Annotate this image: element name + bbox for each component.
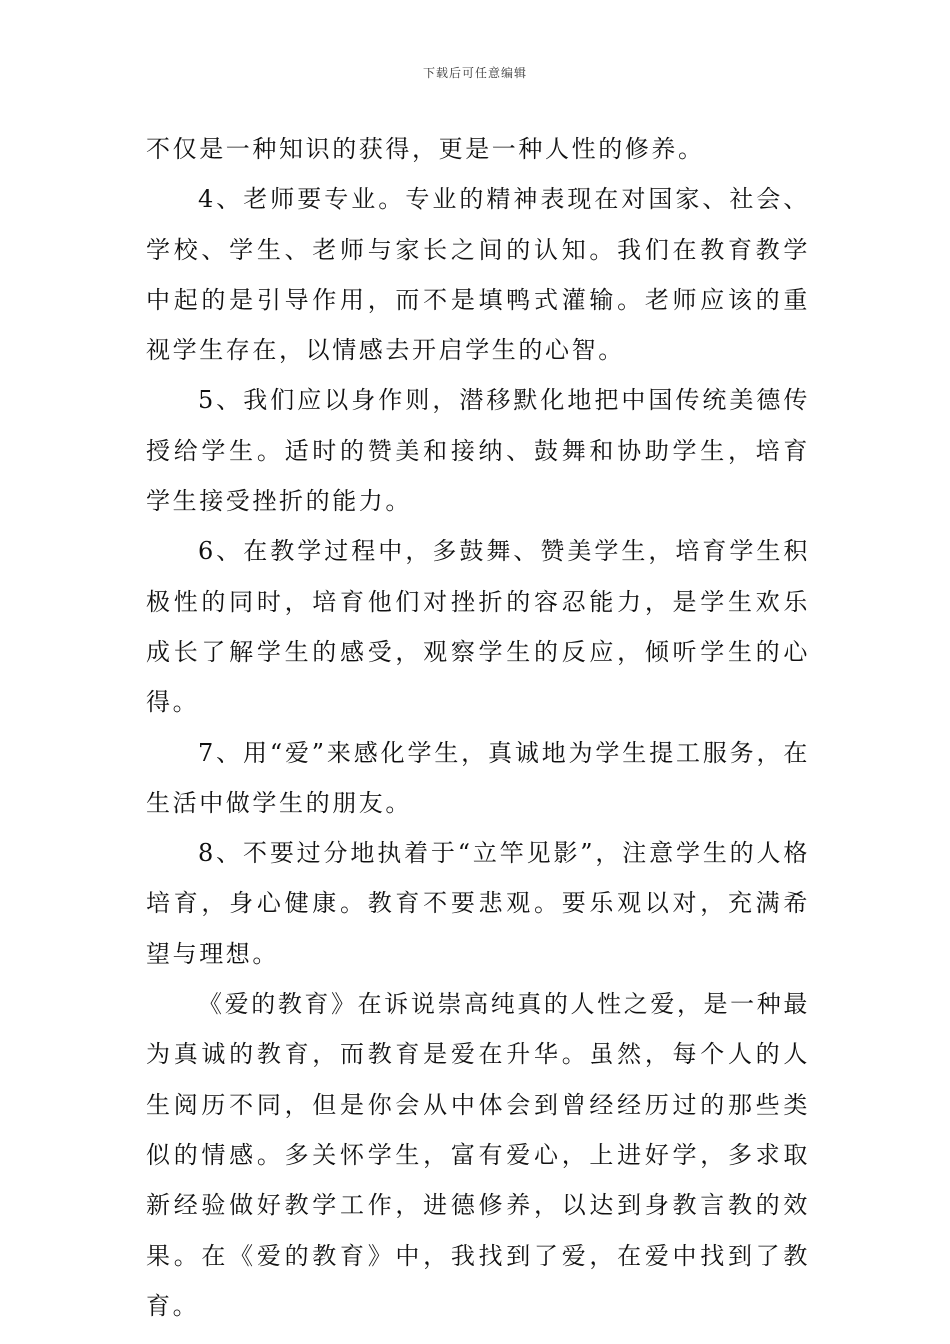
- document-body: [146, 124, 810, 1331]
- paragraph-item-6: 6、在教学过程中，多鼓舞、赞美学生，培育学生积极性的同时，培育他们对挫折的容忍能力，是学生欢乐成长了解学生的感受，观察学生的反应，倾听学生的心得。: [146, 537, 810, 717]
- paragraph-conclusion: 《爱的教育》在诉说崇高纯真的人性之爱，是一种最为真诚的教育，而教育是爱在升华。虽然，每个人的人生阅历不同，但是你会从中体会到曾经经历过的那些类似的情感。多关怀学生，富有爱心，上进好学，多求取新经验做好教学工作，进德修养，以达到身教言教的效果。在《爱的教育》中，我找到了爱，在爱中找到了教育。: [146, 990, 810, 1320]
- paragraph-item-8: 8、不要过分地执着于“立竿见影”，注意学生的人格培育，身心健康。教育不要悲观。要乐观以对，充满希望与理想。: [146, 839, 810, 968]
- paragraph-item-7: 7、用“爱”来感化学生，真诚地为学生提工服务，在生活中做学生的朋友。: [146, 738, 810, 817]
- paragraph-item-4: 4、老师要专业。专业的精神表现在对国家、社会、学校、学生、老师与家长之间的认知。我们在教育教学中起的是引导作用，而不是填鸭式灌输。老师应该的重视学生存在，以情感去开启学生的心智。: [146, 185, 810, 365]
- page-header: 下载后可任意编辑: [422, 66, 527, 80]
- paragraph-item-5: 5、我们应以身作则，潜移默化地把中国传统美德传授给学生。适时的赞美和接纳、鼓舞和协助学生，培育学生接受挫折的能力。: [146, 386, 810, 516]
- paragraph-continuation: 不仅是一种知识的获得，更是一种人性的修养。: [146, 135, 705, 163]
